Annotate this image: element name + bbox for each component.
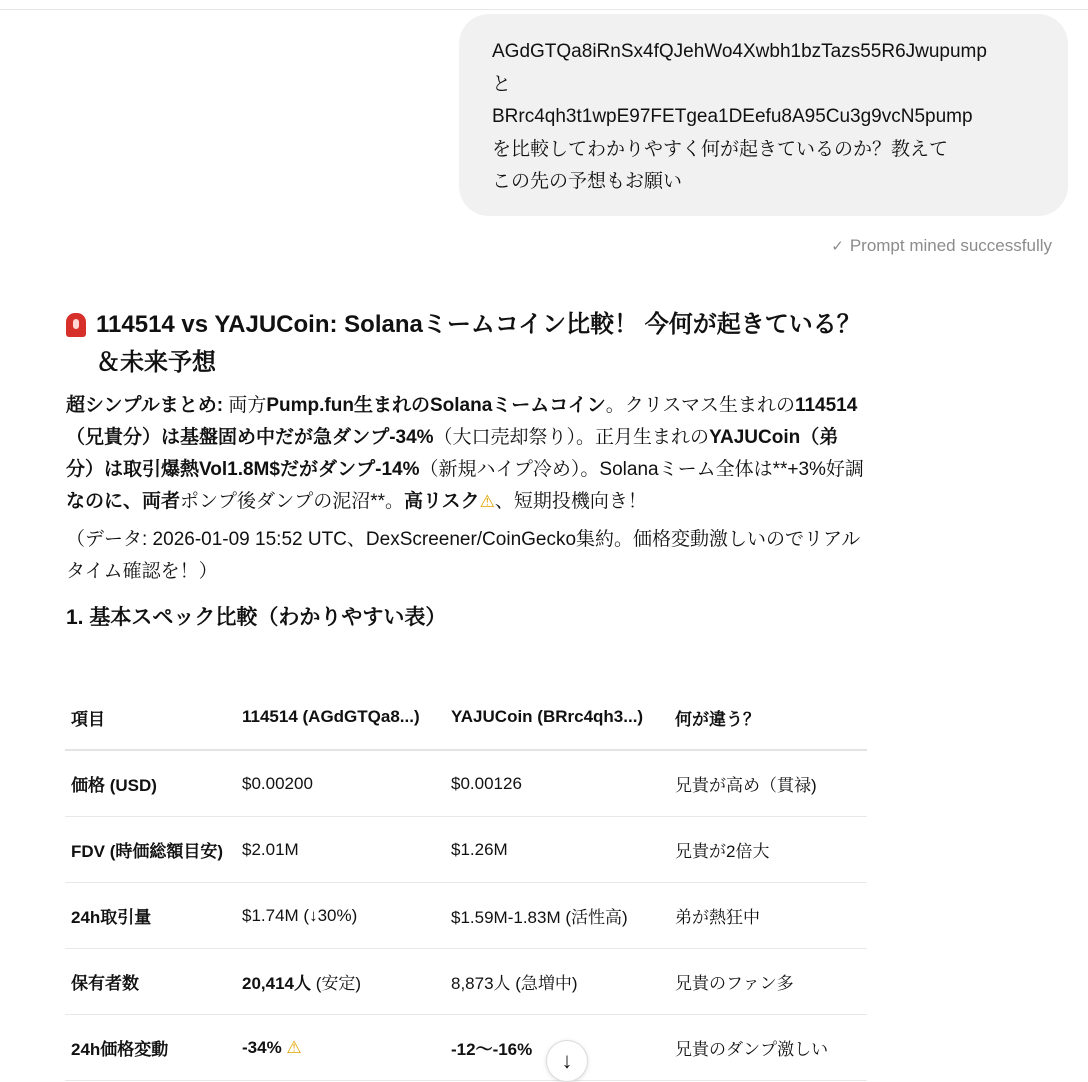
table-cell-coin-b: $1.59M-1.83M (活性高): [445, 883, 669, 949]
table-cell-item: 24h価格変動: [65, 1015, 236, 1081]
summary-bold: なのに、両者: [66, 491, 181, 512]
price-change-a: -34%: [242, 1037, 282, 1057]
user-message-line: BRrc4qh3t1wpE97FETgea1DEefu8A95Cu3g9vcN5pump: [492, 106, 973, 127]
table-cell-coin-a: $0.00200: [236, 750, 445, 817]
table-header-diff: 何が違う？: [669, 685, 867, 750]
holders-count: 20,414人: [242, 974, 311, 993]
section-title: 1. 基本スペック比較（わかりやすい表）: [66, 606, 447, 629]
table-row: [65, 1015, 867, 1081]
summary-label: 超シンプルまとめ:: [66, 395, 224, 416]
summary-paragraph: [66, 390, 866, 518]
summary-text: （新規ハイプ冷め）。Solanaミーム全体は**+3%好調: [419, 459, 864, 480]
top-divider: [0, 9, 1088, 10]
assistant-answer: [66, 306, 866, 634]
table-header-item: 項目: [65, 685, 236, 750]
summary-bold: YAJUCoin（弟分）は取引爆熱Vol1.8M$だがダンプ-14%: [66, 427, 839, 480]
siren-icon: [66, 313, 86, 337]
summary-bold: 114514（兄貴分）は基盤固め中だが急ダンプ-34%: [66, 395, 858, 448]
holders-note: (安定): [311, 974, 362, 993]
table-cell-coin-a: [236, 949, 445, 1015]
answer-title: [66, 306, 866, 382]
table-header-row: [65, 685, 867, 750]
table-cell-diff: 兄貴が2倍大: [669, 817, 867, 883]
prompt-status-text: Prompt mined successfully: [849, 236, 1052, 255]
table-cell-coin-a: $2.01M: [236, 817, 445, 883]
table-header-coin-a: 114514 (AGdGTQa8...): [236, 685, 445, 750]
table-cell-diff: 弟が熱狂中: [669, 883, 867, 949]
user-message-line: を比較してわかりやすく何が起きているのか？教えて: [492, 138, 949, 160]
table-row: [65, 750, 867, 817]
data-note: （データ: 2026-01-09 15:52 UTC、DexScreener/CoinGecko集約。価格変動激しいのでリアルタイム確認を！）: [66, 529, 861, 582]
table-cell-item: 保有者数: [65, 949, 236, 1015]
table-cell-item: 価格 (USD): [65, 750, 236, 817]
warning-icon: ⚠: [286, 1037, 302, 1057]
table-header-coin-b: YAJUCoin (BRrc4qh3...): [445, 685, 669, 750]
table-row: [65, 883, 867, 949]
summary-text: ポンプ後ダンプの泥沼**。: [180, 491, 404, 512]
table-cell-diff: 兄貴のダンプ激しい: [669, 1015, 867, 1081]
summary-text: 。クリスマス生まれの: [605, 395, 795, 416]
table-row: [65, 817, 867, 883]
price-change-b: -12～-16%: [451, 1040, 533, 1059]
summary-text: 、短期投機向き！: [494, 491, 647, 512]
summary-bold: 高リスク: [404, 491, 480, 512]
table-cell-coin-b: $1.26M: [445, 817, 669, 883]
summary-bold: Pump.fun生まれのSolanaミームコイン: [266, 395, 606, 416]
user-message-bubble: [459, 14, 1068, 216]
table-cell-coin-b: $0.00126: [445, 750, 669, 817]
prompt-status: [831, 236, 1052, 256]
check-icon: ✓: [831, 238, 844, 255]
table-cell-item: FDV (時価総額目安): [65, 817, 236, 883]
table-cell-item: 24h取引量: [65, 883, 236, 949]
table-cell-diff: 兄貴のファン多: [669, 949, 867, 1015]
arrow-down-icon: ↓: [561, 1048, 573, 1073]
user-message-line: AGdGTQa8iRnSx4fQJehWo4Xwbh1bzTazs55R6Jwupump: [492, 41, 987, 62]
table-cell-coin-a: $1.74M (↓30%): [236, 883, 445, 949]
summary-text: （大口売却祭り）。正月生まれの: [433, 427, 710, 448]
answer-title-text: 114514 vs YAJUCoin: Solanaミームコイン比較！ 今何が起きている？＆未来予想: [96, 311, 861, 376]
warning-icon: ⚠: [479, 492, 495, 511]
user-message-line: と: [492, 73, 512, 95]
spec-comparison-table: [65, 685, 867, 1081]
table-row: [65, 949, 867, 1015]
scroll-to-bottom-button[interactable]: [546, 1040, 588, 1082]
summary-text: 両方: [223, 395, 267, 416]
table-cell-coin-a: [236, 1015, 445, 1081]
user-message-line: この先の予想もお願い: [492, 171, 683, 192]
table-cell-coin-b: 8,873人 (急増中): [445, 949, 669, 1015]
table-cell-diff: 兄貴が高め（貫禄): [669, 750, 867, 817]
